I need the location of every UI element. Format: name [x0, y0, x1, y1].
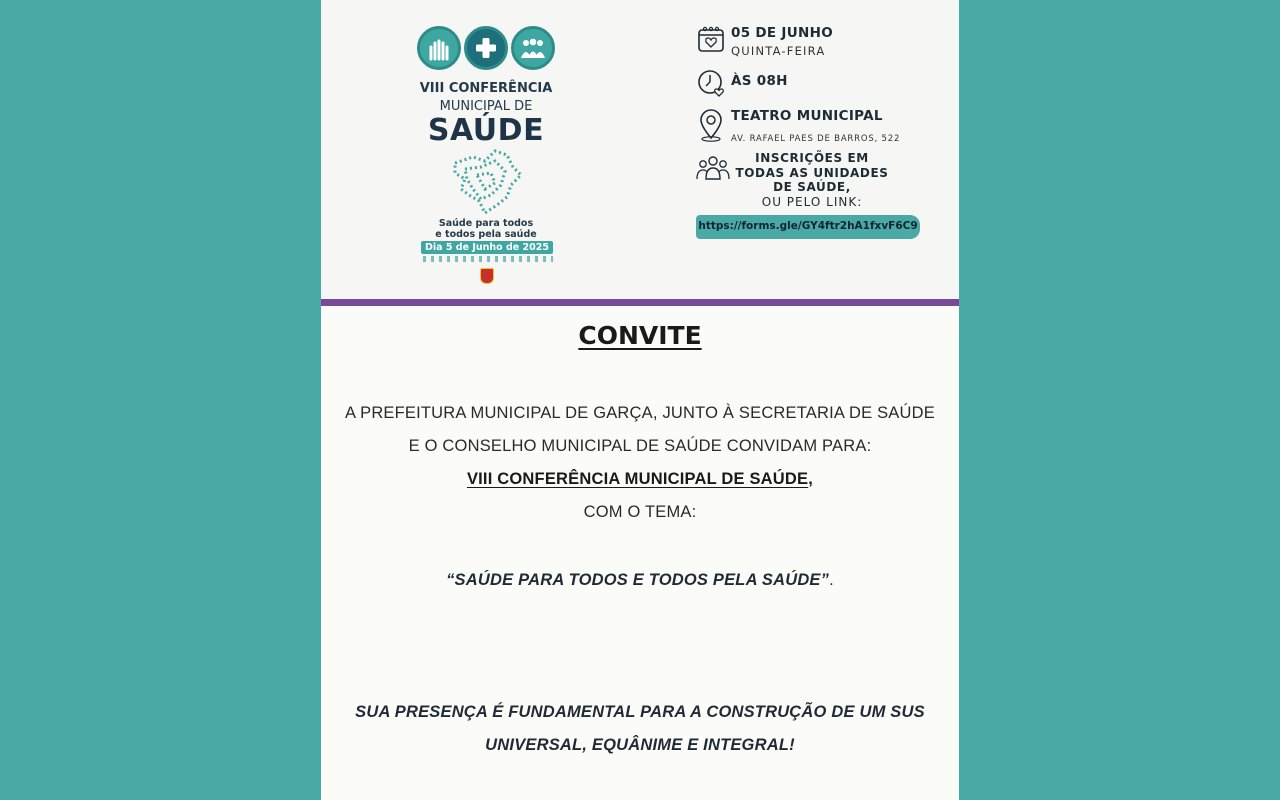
logo-title-line1: VIII CONFERÊNCIA — [419, 81, 553, 96]
registration-line3: DE SAÚDE, — [773, 180, 851, 194]
body-paragraph-4: COM O TEMA: — [583, 503, 697, 521]
conference-name: VIII CONFERÊNCIA MUNICIPAL DE SAÚDE — [466, 470, 809, 488]
registration-line4: OU PELO LINK: — [761, 194, 863, 209]
registration-link[interactable]: https://forms.gle/GY4ftr2hA1fxvF6C9 — [696, 215, 920, 239]
logo-slogan — [411, 218, 561, 240]
header-divider — [321, 299, 959, 306]
body-paragraph-2: E O CONSELHO MUNICIPAL DE SAÚDE CONVIDAM PARA: — [408, 437, 872, 455]
event-date: 05 DE JUNHO — [731, 25, 833, 41]
registration-line2: TODAS AS UNIDADES — [735, 165, 889, 180]
decorative-icons-strip — [423, 256, 553, 262]
registration-line1: INSCRIÇÕES EM — [755, 151, 869, 165]
logo-date-badge: Dia 5 de Junho de 2025 — [421, 241, 553, 254]
event-venue: TEATRO MUNICIPAL — [731, 108, 883, 124]
location-pin-icon — [697, 108, 725, 142]
medical-cross-icon — [464, 26, 508, 70]
conference-name-line — [321, 470, 959, 489]
conference-logo — [411, 24, 561, 294]
conference-theme — [321, 571, 959, 590]
body-paragraph-1: A PREFEITURA MUNICIPAL DE GARÇA, JUNTO À SECRETARIA DE SAÚDE — [345, 404, 935, 422]
event-time: ÀS 08H — [731, 73, 788, 89]
conference-name-suffix: , — [808, 470, 814, 488]
registration-info — [719, 151, 905, 209]
logo-slogan-line2: e todos pela saúde — [435, 229, 537, 240]
invitation-header — [321, 0, 959, 300]
event-weekday: QUINTA-FEIRA — [731, 44, 826, 58]
logo-slogan-line1: Saúde para todos — [438, 218, 534, 229]
invitation-title-text: CONVITE — [578, 321, 702, 350]
logo-title-line3: SAÚDE — [427, 113, 545, 148]
calendar-heart-icon — [697, 25, 725, 53]
conference-theme-suffix: . — [829, 571, 834, 589]
clock-heart-icon — [697, 68, 727, 98]
people-group-icon — [511, 26, 555, 70]
closing-line-2: UNIVERSAL, EQUÂNIME E INTEGRAL! — [485, 736, 795, 754]
event-address: AV. RAFAEL PAES DE BARROS, 522 — [731, 134, 901, 144]
municipality-map-icon — [451, 149, 523, 215]
closing-line-1: SUA PRESENÇA É FUNDAMENTAL PARA A CONSTRUÇÃO DE UM SUS — [355, 703, 925, 721]
logo-title-line2: MUNICIPAL DE — [439, 99, 533, 114]
city-crest-icon — [480, 268, 494, 284]
invitation-document — [321, 0, 959, 800]
raised-hands-icon — [417, 26, 461, 70]
invitation-title — [321, 321, 959, 350]
conference-theme-text: “SAÚDE PARA TODOS E TODOS PELA SAÚDE” — [446, 571, 830, 589]
